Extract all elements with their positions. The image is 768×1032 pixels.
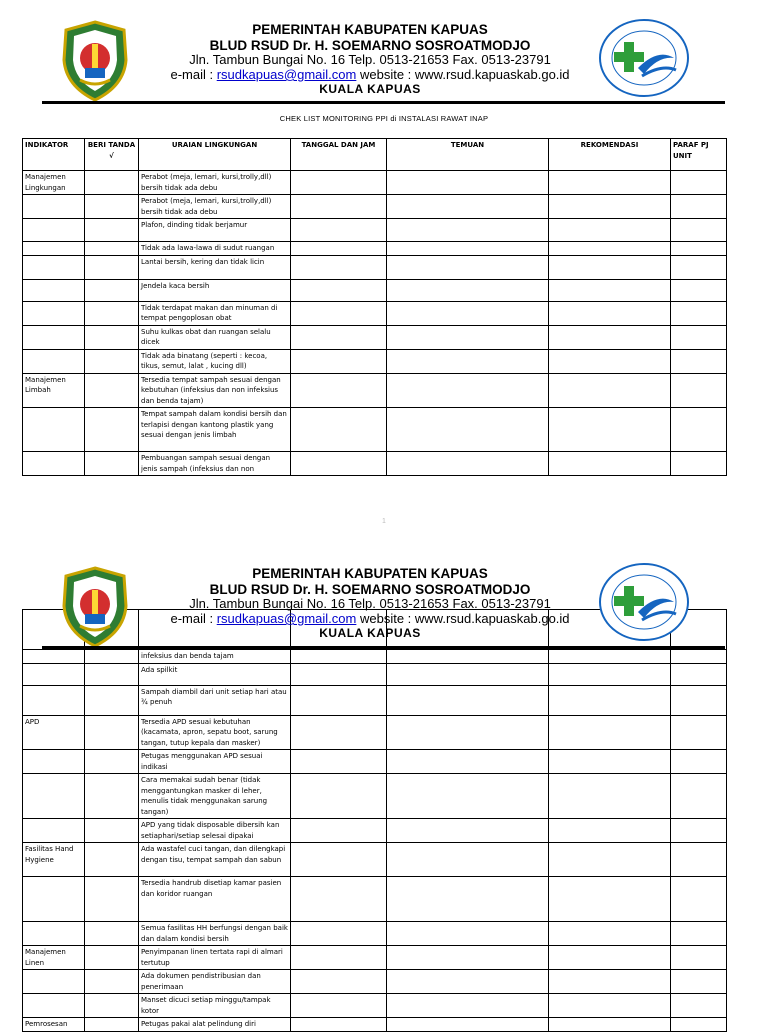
item-cell: Ada dokumen pendistribusian dan penerimaan <box>139 970 291 994</box>
item-cell: Tersedia APD sesuai kebutuhan (kacamata, apron, sepatu boot, sarung tangan, tutup kepala dan masker) <box>139 715 291 750</box>
check-cell[interactable] <box>85 279 139 301</box>
table-row <box>23 750 727 774</box>
item-cell: Tempat sampah dalam kondisi bersih dan terlapisi dengan kantong plastik yang sesuai dengan jenis limbah <box>139 408 291 452</box>
table-row <box>23 774 727 819</box>
header-divider <box>42 646 725 649</box>
kapuas-regency-crest-logo <box>60 566 130 648</box>
indicator-cell <box>23 685 85 715</box>
item-cell: infeksius dan benda tajam <box>139 650 291 664</box>
indicator-cell: Fasilitas Hand Hygiene <box>23 843 85 877</box>
table-row <box>23 301 727 325</box>
table-row <box>23 171 727 195</box>
header-divider <box>42 101 725 104</box>
item-cell: Tersedia handrub disetiap kamar pasien dan koridor ruangan <box>139 877 291 922</box>
indicator-cell <box>23 452 85 476</box>
table-row <box>23 715 727 750</box>
letterhead-address: Jln. Tambun Bungai No. 16 Telp. 0513-21653 Fax. 0513-23791 <box>189 596 551 612</box>
indicator-cell <box>23 325 85 349</box>
document-title: CHEK LIST MONITORING PPI di INSTALASI RAWAT INAP <box>279 114 489 123</box>
check-cell[interactable] <box>85 373 139 408</box>
table-row <box>23 349 727 373</box>
indicator-cell <box>23 219 85 242</box>
table-row <box>23 650 727 664</box>
letterhead <box>140 566 600 641</box>
checklist-table-page-1 <box>22 138 727 476</box>
email-label: e-mail : <box>170 66 217 82</box>
indicator-cell <box>23 279 85 301</box>
indicator-cell <box>23 774 85 819</box>
table-row <box>23 279 727 301</box>
table-row <box>23 663 727 685</box>
letterhead <box>140 22 600 97</box>
rsud-hospital-logo <box>598 562 690 642</box>
table-row <box>23 922 727 946</box>
indicator-cell <box>23 877 85 922</box>
table-header-row <box>23 139 727 171</box>
col-uraian: URAIAN LINGKUNGAN <box>139 139 291 171</box>
item-cell: Plafon, dinding tidak berjamur <box>139 219 291 242</box>
indicator-cell <box>23 819 85 843</box>
col-temuan: TEMUAN <box>387 139 549 171</box>
table-row <box>23 255 727 279</box>
table-row <box>23 408 727 452</box>
item-cell: Perabot (meja, lemari, kursi,trolly,dll) bersih tidak ada debu <box>139 195 291 219</box>
check-cell[interactable] <box>85 242 139 256</box>
table-row <box>23 946 727 970</box>
indicator-cell: Manajemen Linen <box>23 946 85 970</box>
col-paraf: PARAF PJ UNIT <box>671 139 727 171</box>
col-indikator: INDIKATOR <box>23 139 85 171</box>
table-row <box>23 994 727 1018</box>
email-link[interactable]: rsudkapuas@gmail.com <box>216 610 357 626</box>
item-cell: Pembuangan sampah sesuai dengan jenis sampah (infeksius dan non <box>139 452 291 476</box>
check-cell[interactable] <box>85 255 139 279</box>
website-text: website : www.rsud.kapuaskab.go.id <box>356 610 570 626</box>
check-cell[interactable] <box>85 219 139 242</box>
item-cell: Ada spilkit <box>139 663 291 685</box>
indicator-cell: Manajemen Limbah <box>23 373 85 408</box>
indicator-cell: APD <box>23 715 85 750</box>
item-cell: Tersedia tempat sampah sesuai dengan kebutuhan (infeksius dan non infeksius dan benda tajam) <box>139 373 291 408</box>
table-row <box>23 843 727 877</box>
item-cell: Tidak ada lawa-lawa di sudut ruangan <box>139 242 291 256</box>
item-cell: Suhu kulkas obat dan ruangan selalu dicek <box>139 325 291 349</box>
table-row <box>23 1018 727 1032</box>
item-cell: Jendela kaca bersih <box>139 279 291 301</box>
item-cell: Petugas menggunakan APD sesuai indikasi <box>139 750 291 774</box>
col-tanggal: TANGGAL DAN JAM <box>291 139 387 171</box>
col-rekomendasi: REKOMENDASI <box>549 139 671 171</box>
indicator-cell <box>23 663 85 685</box>
letterhead-line-1: PEMERINTAH KABUPATEN KAPUAS <box>252 566 488 581</box>
item-cell: Tidak terdapat makan dan minuman di tempat pengoplosan obat <box>139 301 291 325</box>
check-cell[interactable] <box>85 325 139 349</box>
item-cell: Ada wastafel cuci tangan, dan dilengkapi dengan tisu, tempat sampah dan sabun <box>139 843 291 877</box>
table-row <box>23 970 727 994</box>
table-row <box>23 452 727 476</box>
table-row <box>23 373 727 408</box>
indicator-cell: Pemrosesan <box>23 1018 85 1032</box>
indicator-cell <box>23 349 85 373</box>
indicator-cell <box>23 195 85 219</box>
indicator-cell <box>23 994 85 1018</box>
table-row <box>23 242 727 256</box>
checklist-table-page-2 <box>22 609 727 1032</box>
letterhead-line-2: BLUD RSUD Dr. H. SOEMARNO SOSROATMODJO <box>209 581 531 597</box>
item-cell: Petugas pakai alat pelindung diri <box>139 1018 291 1032</box>
check-cell[interactable] <box>85 171 139 195</box>
table-row <box>23 877 727 922</box>
col-beri-tanda: BERI TANDA √ <box>85 139 139 171</box>
letterhead-city: KUALA KAPUAS <box>319 625 421 640</box>
table-row <box>23 195 727 219</box>
letterhead-line-2: BLUD RSUD Dr. H. SOEMARNO SOSROATMODJO <box>209 37 531 53</box>
letterhead-contact <box>140 68 600 83</box>
rsud-hospital-logo <box>598 18 690 98</box>
indicator-cell <box>23 750 85 774</box>
table-row <box>23 819 727 843</box>
table-row <box>23 219 727 242</box>
item-cell: Semua fasilitas HH berfungsi dengan baik dan dalam kondisi bersih <box>139 922 291 946</box>
indicator-cell <box>23 970 85 994</box>
indicator-cell <box>23 408 85 452</box>
letterhead-city: KUALA KAPUAS <box>319 81 421 96</box>
item-cell: Sampah diambil dari unit setiap hari atau ¾ penuh <box>139 685 291 715</box>
indicator-cell: Manajemen Lingkungan <box>23 171 85 195</box>
item-cell: Perabot (meja, lemari, kursi,trolly,dll) bersih tidak ada debu <box>139 171 291 195</box>
indicator-cell <box>23 922 85 946</box>
letterhead-contact <box>140 612 600 627</box>
table-row <box>23 325 727 349</box>
indicator-cell <box>23 301 85 325</box>
indicator-cell <box>23 255 85 279</box>
letterhead-line-1: PEMERINTAH KABUPATEN KAPUAS <box>252 22 488 37</box>
check-cell[interactable] <box>85 452 139 476</box>
item-cell: Penyimpanan linen tertata rapi di almari tertutup <box>139 946 291 970</box>
website-text: website : www.rsud.kapuaskab.go.id <box>356 66 570 82</box>
check-cell[interactable] <box>85 195 139 219</box>
table-row <box>23 685 727 715</box>
page-number: 1 <box>382 518 386 525</box>
indicator-cell <box>23 650 85 664</box>
item-cell: Cara memakai sudah benar (tidak menggantungkan masker di leher, menulis tidak menggunakan sarung tangan) <box>139 774 291 819</box>
item-cell: Manset dicuci setiap minggu/tampak kotor <box>139 994 291 1018</box>
item-cell: Tidak ada binatang (seperti : kecoa, tikus, semut, lalat , kucing dll) <box>139 349 291 373</box>
letterhead-address: Jln. Tambun Bungai No. 16 Telp. 0513-21653 Fax. 0513-23791 <box>189 52 551 68</box>
item-cell: APD yang tidak disposable dibersih kan setiaphari/setiap selesai dipakai <box>139 819 291 843</box>
email-link[interactable]: rsudkapuas@gmail.com <box>216 66 357 82</box>
kapuas-regency-crest-logo <box>60 20 130 102</box>
email-label: e-mail : <box>170 610 217 626</box>
item-cell: Lantai bersih, kering dan tidak licin <box>139 255 291 279</box>
indicator-cell <box>23 242 85 256</box>
check-cell[interactable] <box>85 408 139 452</box>
check-cell[interactable] <box>85 349 139 373</box>
check-cell[interactable] <box>85 301 139 325</box>
